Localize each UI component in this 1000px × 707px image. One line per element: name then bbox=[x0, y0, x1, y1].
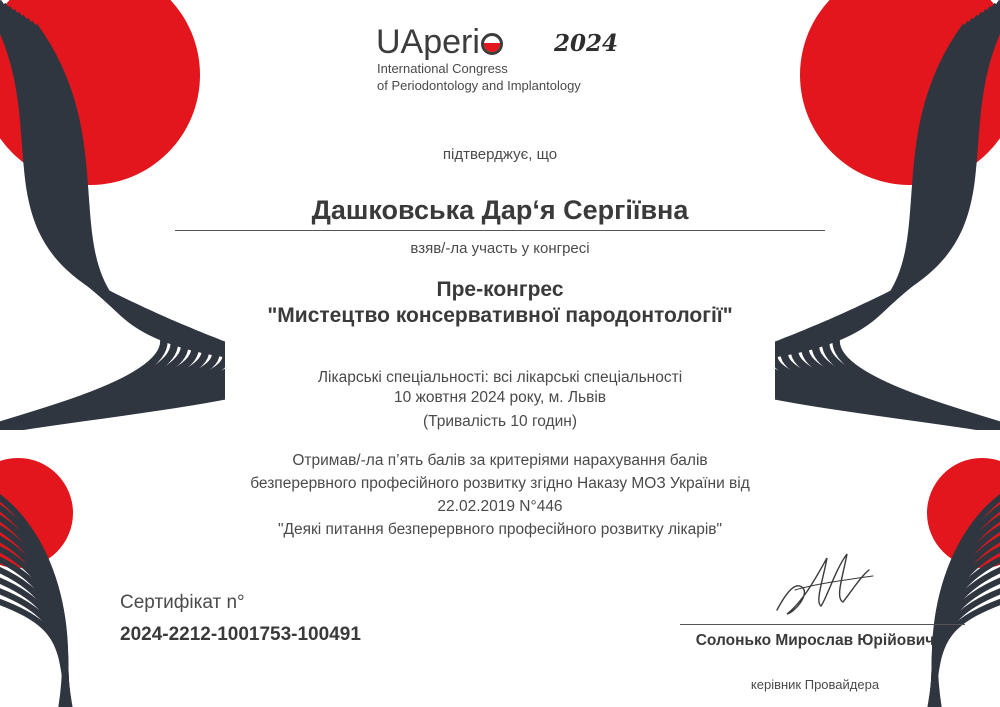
logo-o-mark-icon bbox=[481, 33, 503, 55]
logo-wordmark bbox=[376, 24, 503, 60]
points-line1: Отримав/-ла п’ять балів за критеріями нарахування балів bbox=[292, 452, 708, 469]
congress-logo bbox=[376, 24, 656, 96]
event-title-line1: Пре-конгрес bbox=[436, 278, 564, 301]
points-line2: безперервного професійного розвитку згідно Наказу МОЗ України від bbox=[250, 475, 750, 492]
date-place-text: 10 жовтня 2024 року, м. Львів bbox=[393, 389, 606, 406]
signer-name: Солонько Мирослав Юрійович bbox=[695, 632, 935, 649]
signer-role: керівник Провайдера bbox=[750, 677, 880, 692]
logo-perio: peri bbox=[423, 23, 480, 61]
participation-text: взяв/-ла участь у конгресі bbox=[410, 240, 590, 257]
certificate-number: 2024-2212-1001753-100491 bbox=[120, 624, 361, 645]
logo-subtitle-line2: of Periodontology and Implantology bbox=[377, 78, 581, 93]
logo-year: 2024 bbox=[554, 30, 619, 57]
confirms-text: підтверджує, що bbox=[442, 146, 558, 163]
certificate-label: Сертифікат n° bbox=[120, 592, 245, 613]
signature-line bbox=[680, 624, 965, 625]
decoration-bottom-left bbox=[0, 455, 90, 707]
participant-name: Дашковська Дар‘я Сергіївна bbox=[311, 195, 689, 225]
logo-ua: UA bbox=[376, 23, 424, 61]
decoration-bottom-right bbox=[910, 455, 1000, 707]
name-underline bbox=[175, 230, 825, 231]
points-line3: 22.02.2019 N°446 bbox=[437, 498, 563, 515]
duration-text: (Тривалість 10 годин) bbox=[422, 413, 577, 430]
points-line4: "Деякі питання безперервного професійного розвитку лікарів" bbox=[277, 521, 723, 538]
event-title-line2: "Мистецтво консервативної пародонтології" bbox=[267, 304, 733, 327]
logo-subtitle-line1: International Congress bbox=[377, 61, 508, 76]
specialties-text: Лікарські спеціальності: всі лікарські спеціальності bbox=[317, 369, 683, 386]
signature-icon bbox=[765, 540, 875, 625]
